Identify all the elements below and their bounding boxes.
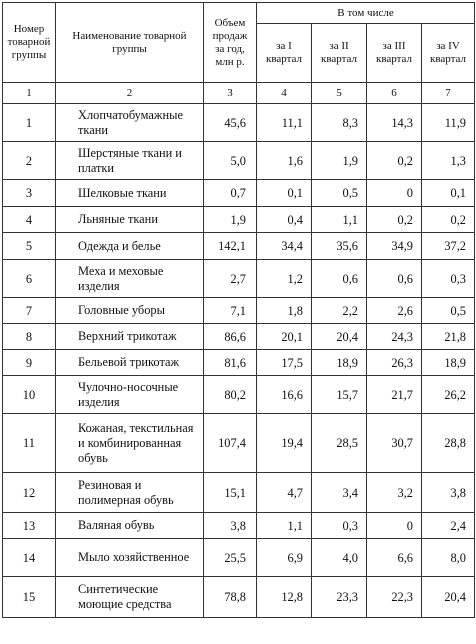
cell-q2: 2,2 <box>312 298 367 324</box>
cell-q4: 11,9 <box>422 104 475 142</box>
cell-q2: 4,0 <box>312 539 367 577</box>
cell-q3: 22,3 <box>367 577 422 618</box>
cell-q3: 0 <box>367 513 422 539</box>
cell-q3: 24,3 <box>367 324 422 350</box>
cell-no: 8 <box>3 324 56 350</box>
cell-q3: 14,3 <box>367 104 422 142</box>
cell-volume: 81,6 <box>204 350 257 376</box>
cell-no: 9 <box>3 350 56 376</box>
cell-no: 6 <box>3 260 56 298</box>
cell-q3: 0,2 <box>367 207 422 233</box>
cell-volume: 3,8 <box>204 513 257 539</box>
table-row <box>3 324 475 350</box>
header-q3 <box>367 24 422 83</box>
cell-q3: 2,6 <box>367 298 422 324</box>
index-cell: 1 <box>3 83 56 104</box>
header-q4 <box>422 24 475 83</box>
cell-volume: 2,7 <box>204 260 257 298</box>
cell-q2: 20,4 <box>312 324 367 350</box>
cell-name: Резиновая и полимерная обувь <box>56 473 204 513</box>
cell-q2: 0,3 <box>312 513 367 539</box>
cell-name: Верхний трикотаж <box>56 324 204 350</box>
header-including: В том числе <box>257 3 475 24</box>
header-group-name: Наименование товарной группы <box>56 3 204 83</box>
cell-q4: 3,8 <box>422 473 475 513</box>
cell-name: Шерстяные ткани и платки <box>56 142 204 180</box>
cell-volume: 15,1 <box>204 473 257 513</box>
cell-q1: 17,5 <box>257 350 312 376</box>
cell-q3: 34,9 <box>367 233 422 260</box>
cell-name: Одежда и белье <box>56 233 204 260</box>
cell-q1: 1,8 <box>257 298 312 324</box>
index-cell: 4 <box>257 83 312 104</box>
cell-q1: 1,2 <box>257 260 312 298</box>
table-row <box>3 350 475 376</box>
cell-name: Кожаная, текстильная и комбинированная обувь <box>56 414 204 473</box>
cell-no: 5 <box>3 233 56 260</box>
header-group-no: Номер товарной группы <box>3 3 56 83</box>
cell-no: 13 <box>3 513 56 539</box>
cell-q4: 37,2 <box>422 233 475 260</box>
cell-q3: 6,6 <box>367 539 422 577</box>
cell-q1: 1,1 <box>257 513 312 539</box>
table-row <box>3 233 475 260</box>
cell-no: 11 <box>3 414 56 473</box>
cell-q2: 1,9 <box>312 142 367 180</box>
cell-volume: 25,5 <box>204 539 257 577</box>
cell-q3: 21,7 <box>367 376 422 414</box>
table-row <box>3 376 475 414</box>
cell-no: 3 <box>3 180 56 207</box>
cell-volume: 45,6 <box>204 104 257 142</box>
cell-q4: 20,4 <box>422 577 475 618</box>
cell-no: 7 <box>3 298 56 324</box>
cell-name: Меха и меховые изделия <box>56 260 204 298</box>
cell-name: Головные уборы <box>56 298 204 324</box>
header-q1 <box>257 24 312 83</box>
cell-no: 1 <box>3 104 56 142</box>
cell-q1: 20,1 <box>257 324 312 350</box>
cell-q1: 1,6 <box>257 142 312 180</box>
cell-no: 14 <box>3 539 56 577</box>
cell-no: 4 <box>3 207 56 233</box>
cell-volume: 0,7 <box>204 180 257 207</box>
header-q4-label: за IV квартал <box>429 40 467 65</box>
cell-q4: 0,3 <box>422 260 475 298</box>
cell-q2: 18,9 <box>312 350 367 376</box>
table-row <box>3 473 475 513</box>
cell-no: 15 <box>3 577 56 618</box>
table-row <box>3 414 475 473</box>
cell-q4: 21,8 <box>422 324 475 350</box>
cell-q2: 23,3 <box>312 577 367 618</box>
cell-q2: 0,5 <box>312 180 367 207</box>
cell-q4: 2,4 <box>422 513 475 539</box>
table-row <box>3 577 475 618</box>
cell-volume: 142,1 <box>204 233 257 260</box>
cell-volume: 1,9 <box>204 207 257 233</box>
cell-q3: 26,3 <box>367 350 422 376</box>
header-q1-label: за I квартал <box>265 40 303 65</box>
index-cell: 2 <box>56 83 204 104</box>
table-row <box>3 260 475 298</box>
header-volume: Объем продаж за год, млн р. <box>204 3 257 83</box>
cell-volume: 107,4 <box>204 414 257 473</box>
cell-no: 10 <box>3 376 56 414</box>
cell-name: Хлопчатобумажные ткани <box>56 104 204 142</box>
sales-table <box>2 2 475 618</box>
cell-q4: 18,9 <box>422 350 475 376</box>
cell-q2: 3,4 <box>312 473 367 513</box>
cell-q3: 3,2 <box>367 473 422 513</box>
cell-name: Мыло хозяйственное <box>56 539 204 577</box>
table-body <box>3 104 475 618</box>
table-row <box>3 180 475 207</box>
table-row <box>3 539 475 577</box>
index-cell: 5 <box>312 83 367 104</box>
table-row <box>3 298 475 324</box>
cell-q4: 0,2 <box>422 207 475 233</box>
cell-q4: 8,0 <box>422 539 475 577</box>
cell-q2: 1,1 <box>312 207 367 233</box>
cell-q1: 12,8 <box>257 577 312 618</box>
header-q2 <box>312 24 367 83</box>
cell-q1: 19,4 <box>257 414 312 473</box>
cell-q1: 6,9 <box>257 539 312 577</box>
cell-name: Бельевой трикотаж <box>56 350 204 376</box>
cell-no: 2 <box>3 142 56 180</box>
cell-q4: 0,1 <box>422 180 475 207</box>
index-cell: 7 <box>422 83 475 104</box>
cell-q1: 0,4 <box>257 207 312 233</box>
column-index-row <box>3 83 475 104</box>
cell-name: Чулочно-носочные изделия <box>56 376 204 414</box>
cell-volume: 7,1 <box>204 298 257 324</box>
cell-q1: 34,4 <box>257 233 312 260</box>
cell-q2: 8,3 <box>312 104 367 142</box>
cell-q1: 4,7 <box>257 473 312 513</box>
cell-name: Шелковые ткани <box>56 180 204 207</box>
cell-volume: 86,6 <box>204 324 257 350</box>
cell-name: Льняные ткани <box>56 207 204 233</box>
cell-q3: 30,7 <box>367 414 422 473</box>
cell-q3: 0,2 <box>367 142 422 180</box>
header-q2-label: за II квартал <box>320 40 358 65</box>
cell-name: Синтетические моющие средства <box>56 577 204 618</box>
table-row <box>3 104 475 142</box>
cell-volume: 78,8 <box>204 577 257 618</box>
table-row <box>3 207 475 233</box>
cell-q4: 0,5 <box>422 298 475 324</box>
cell-q4: 1,3 <box>422 142 475 180</box>
cell-q3: 0,6 <box>367 260 422 298</box>
table-row <box>3 513 475 539</box>
header-row <box>3 3 475 24</box>
cell-volume: 5,0 <box>204 142 257 180</box>
index-cell: 3 <box>204 83 257 104</box>
cell-volume: 80,2 <box>204 376 257 414</box>
index-cell: 6 <box>367 83 422 104</box>
cell-q4: 26,2 <box>422 376 475 414</box>
cell-q2: 35,6 <box>312 233 367 260</box>
cell-q4: 28,8 <box>422 414 475 473</box>
cell-q3: 0 <box>367 180 422 207</box>
cell-name: Валяная обувь <box>56 513 204 539</box>
header-q3-label: за III квартал <box>375 40 413 65</box>
cell-q1: 0,1 <box>257 180 312 207</box>
cell-no: 12 <box>3 473 56 513</box>
table-row <box>3 142 475 180</box>
cell-q1: 16,6 <box>257 376 312 414</box>
cell-q2: 15,7 <box>312 376 367 414</box>
cell-q2: 0,6 <box>312 260 367 298</box>
cell-q1: 11,1 <box>257 104 312 142</box>
cell-q2: 28,5 <box>312 414 367 473</box>
